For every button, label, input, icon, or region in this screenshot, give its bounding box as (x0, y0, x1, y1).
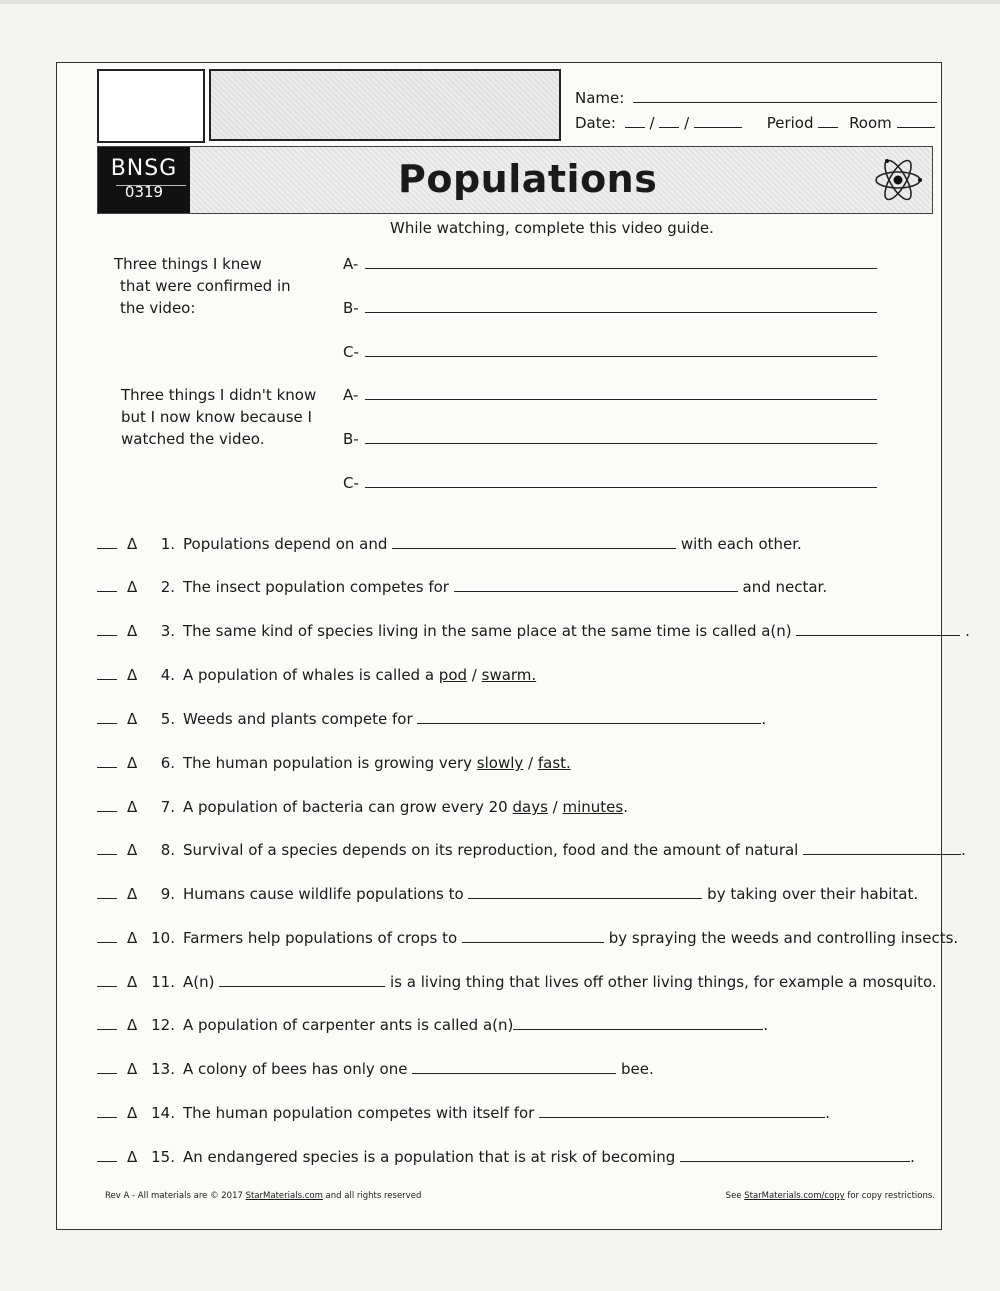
question-row (97, 708, 766, 730)
question-number: 3. (160, 622, 175, 640)
question-row (97, 1146, 915, 1168)
footer-copy-link[interactable]: StarMaterials.com/copy (744, 1191, 845, 1201)
question-row (97, 576, 827, 598)
triangle-icon: Δ (127, 1148, 138, 1166)
question-row (97, 533, 802, 555)
scan-edge (0, 0, 1000, 4)
known-answer-b (343, 299, 877, 317)
question-text-end: bee. (616, 1060, 654, 1078)
question-number: 5. (160, 710, 175, 728)
footer-rights: and all rights reserved (322, 1191, 422, 1201)
known-prompt-line: the video: (120, 299, 196, 317)
fill-in-blank[interactable] (412, 1059, 616, 1074)
known-answer-c (343, 343, 877, 361)
series-badge (98, 147, 190, 213)
date-year-field[interactable] (694, 126, 742, 128)
triangle-icon: Δ (127, 754, 138, 772)
learned-label-c: C- (343, 474, 359, 492)
question-text: A population of bacteria can grow every 20 (183, 798, 513, 816)
known-label-b: B- (343, 299, 359, 317)
period-field[interactable] (818, 126, 838, 128)
triangle-icon: Δ (127, 1104, 138, 1122)
question-text-end: . (825, 1104, 830, 1122)
learned-line-c[interactable] (365, 486, 877, 488)
question-row (97, 1014, 768, 1036)
question-text-end: is a living thing that lives off other living things, for example a mosquito. (385, 973, 937, 991)
triangle-icon: Δ (127, 535, 138, 553)
question-text: The insect population competes for (183, 578, 454, 596)
answer-check-blank[interactable] (97, 1015, 117, 1030)
question-text: The human population is growing very (183, 754, 477, 772)
choice-option[interactable]: slowly (476, 754, 524, 772)
date-month-field[interactable] (625, 126, 645, 128)
question-text-end: and nectar. (737, 578, 828, 596)
learned-prompt-line: but I now know because I (121, 408, 312, 426)
learned-label-b: B- (343, 430, 359, 448)
question-text: The same kind of species living in the same place at the same time is called a(n) (183, 622, 797, 640)
answer-check-blank[interactable] (97, 665, 117, 680)
choice-separator: / (523, 754, 538, 772)
question-number: 15. (151, 1148, 175, 1166)
footer-link[interactable]: StarMaterials.com (245, 1191, 323, 1201)
badge-divider (116, 185, 186, 186)
fill-in-blank[interactable] (796, 621, 960, 636)
period-label: Period (766, 114, 814, 132)
question-number: 9. (160, 885, 175, 903)
fill-in-blank[interactable] (803, 840, 961, 855)
fill-in-blank[interactable] (454, 577, 738, 592)
question-end: . (623, 798, 628, 816)
known-prompt-line: that were confirmed in (120, 277, 291, 295)
fill-in-blank[interactable] (539, 1103, 825, 1118)
known-label-a: A- (343, 255, 359, 273)
question-text: The human population competes with itself for (183, 1104, 540, 1122)
known-line-c[interactable] (365, 355, 877, 357)
answer-check-blank[interactable] (97, 1147, 117, 1162)
question-text-end: . (910, 1148, 915, 1166)
question-text: A(n) (183, 973, 220, 991)
answer-check-blank[interactable] (97, 753, 117, 768)
room-field[interactable] (897, 126, 935, 128)
room-label: Room (849, 114, 892, 132)
question-text-end: by spraying the weeds and controlling insects. (603, 929, 959, 947)
answer-check-blank[interactable] (97, 1059, 117, 1074)
choice-separator: / (467, 666, 482, 684)
choice-option[interactable]: minutes (562, 798, 624, 816)
learned-prompt-line: watched the video. (121, 430, 265, 448)
worksheet-page (56, 62, 970, 1230)
known-line-b[interactable] (365, 311, 877, 313)
question-number: 4. (160, 666, 175, 684)
learned-label-a: A- (343, 386, 359, 404)
page-title: Populations (398, 157, 658, 201)
question-row (97, 620, 970, 642)
triangle-icon: Δ (127, 929, 138, 947)
series-number: 0319 (124, 183, 164, 201)
learned-line-a[interactable] (365, 398, 877, 400)
question-text: An endangered species is a population that is at risk of becoming (183, 1148, 681, 1166)
question-text: Farmers help populations of crops to (183, 929, 462, 947)
date-separator: / (649, 114, 655, 132)
known-line-a[interactable] (365, 267, 877, 269)
question-row (97, 971, 937, 993)
learned-prompt (121, 384, 316, 450)
triangle-icon: Δ (127, 1060, 138, 1078)
choice-option[interactable]: swarm. (481, 666, 537, 684)
question-row (97, 1058, 654, 1080)
name-field[interactable] (633, 101, 937, 103)
question-text: A colony of bees has only one (183, 1060, 413, 1078)
answer-check-blank[interactable] (97, 577, 117, 592)
question-row (97, 927, 958, 949)
fill-in-blank[interactable] (513, 1015, 763, 1030)
learned-line-b[interactable] (365, 442, 877, 444)
triangle-icon: Δ (127, 622, 138, 640)
choice-option[interactable]: pod (438, 666, 468, 684)
question-number: 10. (151, 929, 175, 947)
question-text: A population of whales is called a (183, 666, 439, 684)
question-number: 11. (151, 973, 175, 991)
answer-check-blank[interactable] (97, 797, 117, 812)
answer-check-blank[interactable] (97, 534, 117, 549)
question-number: 6. (160, 754, 175, 772)
learned-answer-b (343, 430, 877, 448)
triangle-icon: Δ (127, 1016, 138, 1034)
answer-check-blank[interactable] (97, 1103, 117, 1118)
fill-in-blank[interactable] (468, 884, 702, 899)
footer-left (105, 1191, 421, 1201)
question-row (97, 752, 571, 774)
known-answer-a (343, 255, 877, 273)
fill-in-blank[interactable] (219, 972, 385, 987)
answer-check-blank[interactable] (97, 972, 117, 987)
question-row (97, 1102, 830, 1124)
question-text-end: . (761, 710, 767, 728)
triangle-icon: Δ (127, 710, 138, 728)
question-text: Humans cause wildlife populations to (183, 885, 469, 903)
question-number: 2. (160, 578, 175, 596)
question-number: 12. (151, 1016, 175, 1034)
date-label: Date: (575, 114, 616, 132)
known-label-c: C- (343, 343, 359, 361)
question-text-end: . (763, 1016, 769, 1034)
known-prompt-line: Three things I knew (114, 255, 262, 273)
triangle-icon: Δ (127, 798, 138, 816)
known-prompt (114, 253, 291, 319)
answer-check-blank[interactable] (97, 840, 117, 855)
name-row (575, 89, 937, 107)
series-code: BNSG (110, 156, 178, 181)
question-text: Weeds and plants compete for (183, 710, 418, 728)
question-text-end: . (960, 622, 970, 640)
triangle-icon: Δ (127, 578, 138, 596)
date-separator: / (684, 114, 690, 132)
question-number: 13. (151, 1060, 175, 1078)
footer-see: See (725, 1191, 745, 1201)
footer-right (726, 1191, 935, 1201)
choice-option[interactable]: fast. (537, 754, 571, 772)
question-number: 14. (151, 1104, 175, 1122)
atom-icon (870, 153, 926, 207)
learned-answer-c (343, 474, 877, 492)
header-box-middle (209, 69, 561, 141)
instructions: While watching, complete this video guide. (390, 219, 714, 237)
question-number: 7. (160, 798, 175, 816)
question-text: Survival of a species depends on its reproduction, food and the amount of natural (183, 841, 804, 859)
question-text: A population of carpenter ants is called a(n) (183, 1016, 514, 1034)
question-number: 1. (160, 535, 175, 553)
question-text-end: . (961, 841, 966, 859)
question-text-end: by taking over their habitat. (702, 885, 919, 903)
answer-check-blank[interactable] (97, 928, 117, 943)
header-box-left (97, 69, 205, 143)
footer-copyright: Rev A - All materials are © 2017 (105, 1191, 246, 1201)
learned-prompt-line: Three things I didn't know (121, 386, 317, 404)
triangle-icon: Δ (127, 973, 138, 991)
answer-check-blank[interactable] (97, 709, 117, 724)
fill-in-blank[interactable] (417, 709, 761, 724)
choice-option[interactable]: days (512, 798, 548, 816)
question-row (97, 883, 918, 905)
answer-check-blank[interactable] (97, 621, 117, 636)
fill-in-blank[interactable] (392, 534, 676, 549)
fill-in-blank[interactable] (680, 1147, 910, 1162)
fill-in-blank[interactable] (462, 928, 604, 943)
triangle-icon: Δ (127, 841, 138, 859)
question-row (97, 839, 966, 861)
question-row (97, 796, 628, 818)
triangle-icon: Δ (127, 885, 138, 903)
triangle-icon: Δ (127, 666, 138, 684)
choice-separator: / (547, 798, 563, 816)
footer-restrictions: for copy restrictions. (844, 1191, 935, 1201)
learned-answer-a (343, 386, 877, 404)
name-label: Name: (575, 89, 625, 107)
question-row (97, 664, 536, 686)
question-number: 8. (160, 841, 175, 859)
title-bar (97, 146, 933, 214)
question-text: Populations depend on and (183, 535, 393, 553)
answer-check-blank[interactable] (97, 884, 117, 899)
date-day-field[interactable] (659, 126, 679, 128)
date-row (575, 114, 935, 132)
question-text-end: with each other. (676, 535, 802, 553)
